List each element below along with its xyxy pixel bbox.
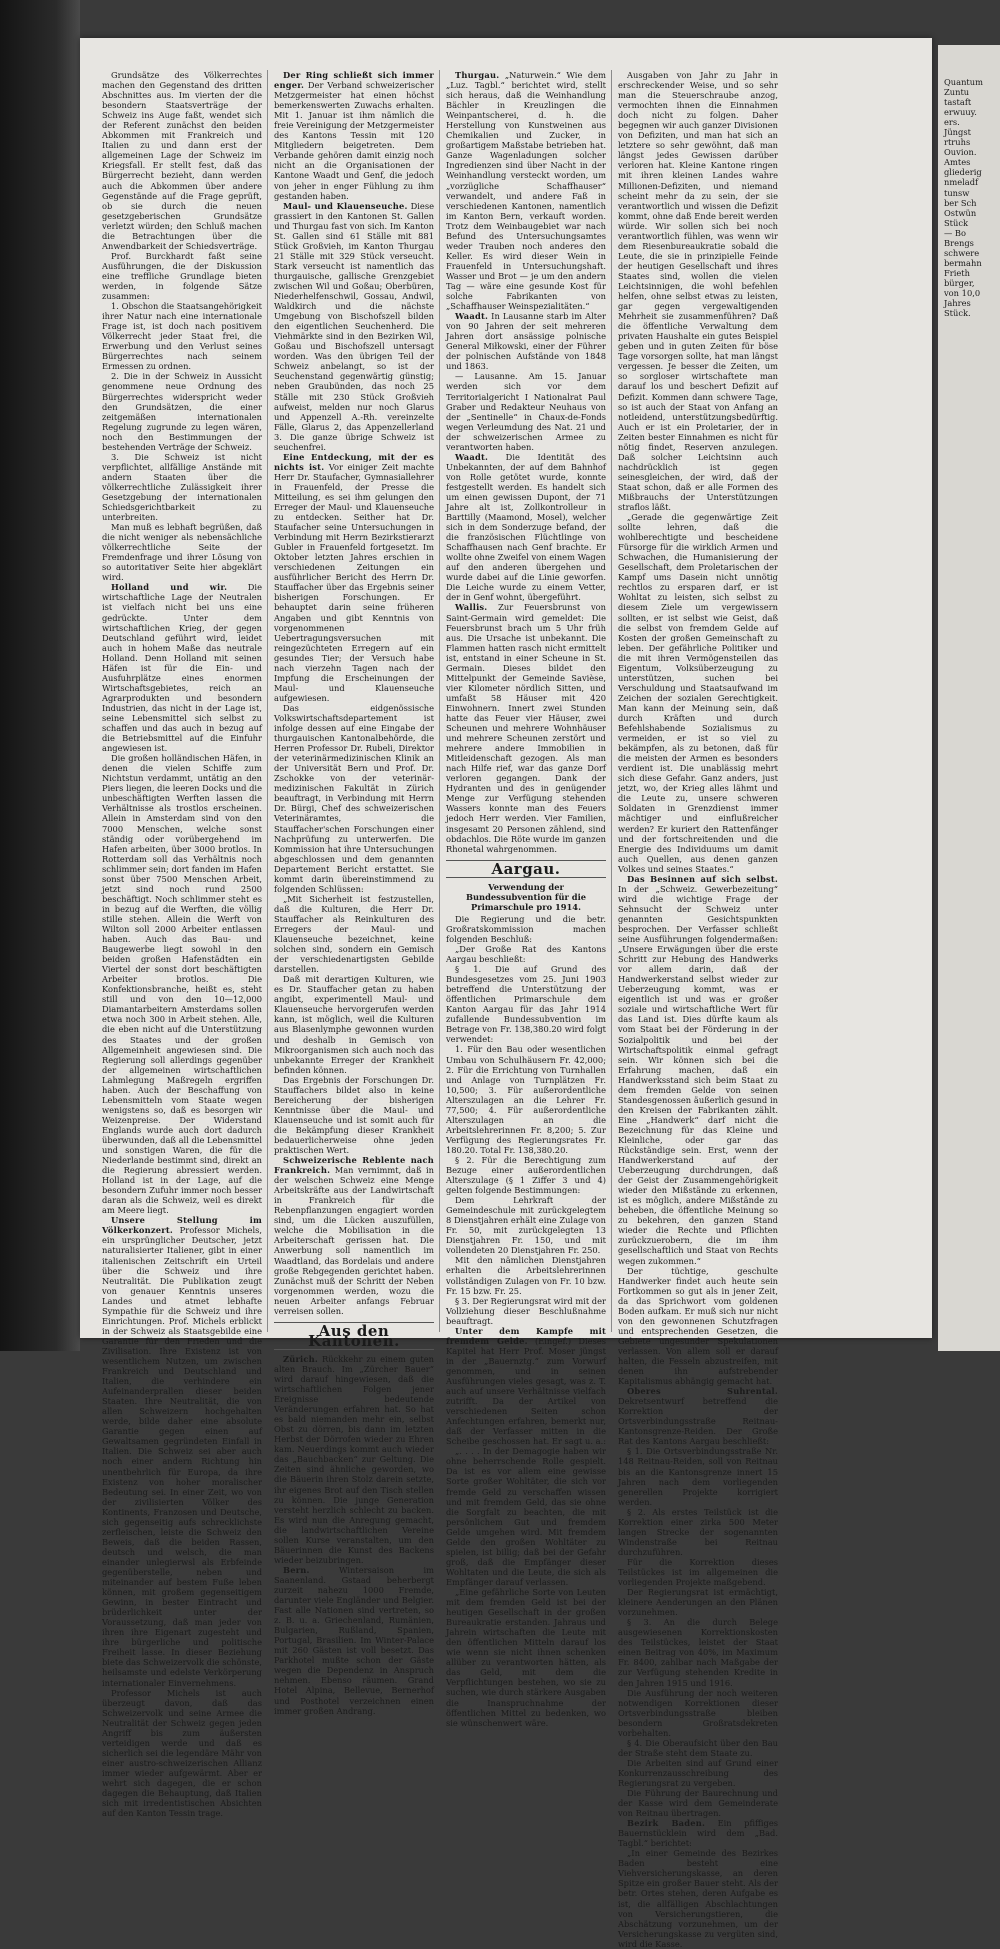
adjacent-page-line: tastaft <box>944 97 972 108</box>
article-paragraph-with-heading <box>274 452 434 703</box>
adjacent-page-line: tunsw <box>944 187 970 198</box>
article-headline: Unter dem Kampfe mit fremdem Gelde. <box>446 1325 606 1346</box>
article-paragraph <box>446 1044 606 1155</box>
article-headline: Bezirk Baden. <box>627 1818 706 1829</box>
article-paragraph <box>618 512 778 874</box>
article-headline: Eine Entdeckung, mit der es nichts ist. <box>274 451 434 472</box>
article-text: Wintersaison im Saanenland. Gstaad beherbergt zurzeit nahezu 1000 Fremde, darunter viele Engländer und Belgier. Fast alle Nationen sind vertreten, so z. B. u. a. Griechenland, Rumänien, Bulgarien, Rußland, Spanien, Portugal, Brasilien. Im Winter-Palace mit 260 Gästen ist voll besetzt. Das Parkhotel mußte schon der Gäste wegen die Dependenz in Anspruch nehmen. Ebenso räumen. Grand Hotel Alpina, Bellevue, Bernerhof und Posthotel verzeichnen einen immer großen Andrang. <box>274 1564 434 1716</box>
article-paragraph-with-heading <box>274 1354 434 1565</box>
article-paragraph-with-heading <box>446 602 606 853</box>
article-paragraph <box>102 301 262 371</box>
article-text: 3. Die Schweiz ist nicht verpflichtet, allfällige Anstände mit andern Staaten über die völkerrechtliche Zulässigkeit ihrer Gesetzgebung der internationalen Schiedsgerichtbarkeit zu unterbreiten. <box>102 451 262 523</box>
article-text: Professor Michels, ein ursprünglicher Deutscher, jetzt naturalisierter Italiener, gibt in einer italienischen Zeitschrift ein Urteil über die Schweiz und ihre Neutralität. Die Publikation zeugt von genauer Kenntnis unseres Landes und atmet lebhafte Sympathie für die Schweiz und ihre Einrichtungen. Prof. Michels erblickt in der Schweiz als Staatsgebilde eine Garantie für den Frieden und die Zivilisation. Ihre Existenz ist von wesentlichem Nutzen, um zwischen Frankreich und Deutschland und Italien, die verhindere ein Aufeinanderprallen dieser beiden Staaten. Ihre Neutralität, die von allen Schweizern hochgehalten werde, bilde daher eine absolute Garantie gegen einen auf Gewaltsamen gegründeten Einfall in Italien. Die Schweiz sei aber auch noch einer andern Richtung hin unentbehrlich für Europa, da ihre Existenz von hoher moralischer Bedeutung sei. In einer Zeit, wo von der zivilisierten Völker des Kontinents, Franzosen und Deutsche, sich gegenseitig aufs schrecklichste zerfleischen, leiste die Schweiz den Beweis, daß die beiden Rassen, deutsch und welsch, die man einander unlegierwsl als Erbfeinde gegenüberstelle, neben und miteinander auf bestem Fuße leben können, mit großem gegenseitigem Gewinn, in bester Eintracht und brüderlichkeit unter der Voraussetzung, daß man jeder von ihren ihre Eigenart zugesteht und ihre bürgerliche und politische Freiheit lasse. In dieser Beziehung biete das Schweizervolk die schönste, heilsamste und edelste Verkörperung internationaler Einvernehmens. <box>102 1225 262 1688</box>
adjacent-page-line: schwere <box>944 247 980 258</box>
article-text: „Naturwein.“ Wie dem „Luz. Tagbl.“ berichtet wird, stellt sich heraus, daß die Weinhandlung Bächler in Kreuzlingen die Weinpantscherei, d. h. die Herstellung von Kunstweinen aus Chemikalien und Zucker, in großartigem Maßstabe betrieben hat. Ganze Wagenladungen solcher Ingredienzen sind über Nacht in der Weinhandlung versteckt worden, um „vorzügliche Schaffhauser“ verwandelt, und andere Faß in verschiedenen Kantonen, namentlich im Kanton Bern, verkauft worden. Trotz dem Weinbaugebiet war nach Befund des Untersuchungsamtes weder Trauben noch anderes den Keller. Es wird dieser Wein in Frauenfeld in Untersuchungshaft. Wasser und Brot — je um den andern Tag — wäre eine gesunde Kost für solche Fabrikanten von „Schaffhauser Weinspezialitäten.“ <box>446 70 606 312</box>
article-text: Rückkehr zu einem guten alten Brauch. Im „Zürcher Bauer“ wird darauf hingewiesen, daß die wirtschaftlichen Folgen jener Ereignisse bedeutende Veränderungen erfahren hat. So hat es bald niemanden mehr ein, selbst Obst zu dörren, bis dann im letzten Herbst der Dörrofen wieder zu Ehren kam. Neuerdings kommt auch wieder das „Bauchbacken“ zur Geltung. Die Zeiten sind ähnliche geworden, wo die Bäuerin ihren Stolz darein setzte, ihr eigenes Brot auf den Tisch stellen zu können. Die junge Generation versteht herzlich schlecht zu backen. Es wird nun die Anregung gemacht, die landwirtschaftlichen Vereine sollen Kurse veranstalten, um den Bäuerinnen die Kunst des Backens wieder beizubringen. <box>274 1353 434 1565</box>
article-text: Der Regierungsrat ist ermächtigt, kleinere Aenderungen an den Plänen vorzunehmen. <box>618 1587 778 1618</box>
article-paragraph <box>618 1688 778 1738</box>
adjacent-page-line: Zuntu <box>944 87 970 98</box>
column-3 <box>446 70 612 1728</box>
article-paragraph-with-heading <box>102 1215 262 1687</box>
article-text: Für die Korrektion dieses Teilstückes ist im allgemeinen die vorliegenden Projekte maßgebend. <box>618 1556 778 1588</box>
article-text: § 3. An die durch Belege ausgewiesenen Korrektionskosten des Teilstückes, leistet der Staat einen Beitrag von 40%, im Maximum Fr. 8400, zahlbar nach Maßgabe der zur Verfügung stehenden Kredite in den Jahren 1915 und 1916. <box>618 1617 778 1688</box>
article-paragraph <box>446 1255 606 1295</box>
article-text: Die Führung der Baurechnung und der Kasse wird dem Gemeinderate von Reitnau übertragen. <box>618 1788 778 1819</box>
article-text: In der „Schweiz. Gewerbezeitung“ wird die wichtige Frage der Sehnsucht der Schweiz unter genannten Gesichtspunkten besprochen. Der Verfasser schließt seine Ausführungen folgendermaßen: „Unsere Erwägungen über die erste Schritt zur Hebung des Handwerks vor allem darin, daß der Handwerkerstand selbst wieder zur Ueberzeugung kommt, was er eigentlich ist und was er großer soziale und wirtschaftliche Wert für das Land ist. Dies dürfte kaum als vom Staat bei der Förderung in der Sozialpolitik und bei der Wirtschaftspolitik einmal gefragt sein. Wir können sich bei die Erfahrung machen, daß ein Handwerksstand sich beim Staat zu dem fremden Gelde von seinen Standesgenossen äußerlich gesund in den Kreisen der Fabrikanten zählt. Eine „Handwerk“ darf nicht die Bezeichnung für das Kleine und Kleinliche, oder gar das Rückständige sein. Erst, wenn der Handwerkerstand auf der Ueberzeugung durchdrungen, daß der Geist der Zusammengehörigkeit wieder den Mißstände zu erkennen, ist es möglich, andere Mißstände zu beheben, die öffentliche Meinung so zu bekehren, den ganzen Stand wieder die Rechte und Pflichten zurückzuerobern, die im ihm gesellschaftlich und Staat von Rechts wegen zukommen.“ <box>618 883 778 1266</box>
article-text: 2. Die in der Schweiz in Aussicht genommene neue Ordnung des Bürgerrechtes widerspricht weder den Grundsätzen, die einer zeitgemäßen internationalen Regelung zugrunde zu legen wären, noch den Bestimmungen der bestehenden Verträge der Schweiz. <box>102 371 262 452</box>
article-paragraph <box>102 753 262 1215</box>
article-paragraph-with-heading <box>102 582 262 753</box>
adjacent-page-line: — Bo <box>944 227 967 238</box>
scan-shadow-edge <box>0 0 80 1351</box>
article-text: „. . . . In der Demagogie haben wir ohne beherrschende Rolle gespielt. Da ist es vor allem eine gewisse Sorte großer Wohltäter, die sich vor fremde Geld zu verschaffen wissen und mit fremdem Geld, das sie ohne die Sorgfalt zu beachten, die mit persönlichem Gut und fremdem Gelde umgehen wird. Mit fremdem Gelde den großen Wohltäter zu spielen, ist billig; daß bei der Gefahr groß, daß die Empfänger dieser Wohltaten und die Leute, die sich als Empfänger darauf verlassen. <box>446 1446 606 1587</box>
adjacent-page-text <box>938 45 1000 318</box>
article-paragraph <box>446 1296 606 1326</box>
article-text: Mit den nämlichen Dienstjahren erhalten die Arbeitslehrerinnen vollständigen Zulagen von Fr. 10 bzw. Fr. 15 bzw. Fr. 25. <box>446 1255 606 1296</box>
article-paragraph <box>618 1507 778 1557</box>
article-paragraph <box>618 1446 778 1506</box>
article-headline: Unsere Stellung im Völkerkonzert. <box>102 1215 262 1236</box>
article-text: Der Verband schweizerischer Metzgermeister hat einen höchst bemerkenswerten Zuwachs erhalten. Mit 1. Januar ist ihm nämlich die freie Vereinigung der Metzgermeister des Kantons Tessin mit 120 Mitgliedern beigetreten. Dem Verbande gehören damit einzig noch nicht an die Organisationen der Kantone Waadt und Genf, die jedoch von jeher in enger Fühlung zu ihm gestanden haben. <box>274 80 434 201</box>
article-text: Die Regierung und die betr. Großratskommission machen folgenden Beschluß: <box>446 913 606 944</box>
article-paragraph <box>102 371 262 451</box>
section-heading: Aargau. <box>446 860 606 878</box>
article-text: Die Arbeiten sind auf Grund einer Konkurrenzausschreibung des Regierungsrat zu vergeben. <box>618 1757 778 1788</box>
article-paragraph-with-heading <box>274 1155 434 1316</box>
adjacent-page-line: Amtes <box>944 157 971 168</box>
adjacent-page-line: Ostwün <box>944 207 977 218</box>
article-paragraph <box>274 974 434 1074</box>
adjacent-page-line: rtruhs <box>944 137 971 148</box>
article-paragraph <box>618 1758 778 1788</box>
article-text: In Lausanne starb im Alter von 90 Jahren der seit mehreren Jahren dort ansässige polnische General Miłkowski, einer der Führer der polnischen Aufstände von 1848 und 1863. <box>446 311 606 372</box>
article-text: Man vernimmt, daß in der welschen Schweiz eine Menge Arbeitskräfte aus der Landwirtschaft in Frankreich für die Rebenpflanzungen engagiert worden sind, um die Lücken auszufüllen, welche die Mobilisation in die Arbeiterschaft gerissen hat. Die Anwerbung soll namentlich im Waadtland, das Bordelais und andere große Rebgegenden gerichtet haben. Zunächst muß der Schritt der Neben vorgenommen werden, wozu die neuen Arbeiter anfangs Februar verreisen sollen. <box>274 1165 434 1316</box>
article-text: § 2. Als erstes Teilstück ist die Korrektion einer zirka 500 Meter langen Strecke der sogenannten Windenstraße bei Reitnau durchzuführen. <box>618 1506 778 1557</box>
article-paragraph <box>618 70 778 512</box>
article-headline: Holland und wir. <box>111 582 228 593</box>
article-text: Ausgaben von Jahr zu Jahr in erschreckender Weise, und so sehr man die Steuerschraube anzog, vermochten ihnen die Einnahmen doch nicht zu folgen. Daher begegnen wir auch ganzer Divisionen von Defiziten, und man hat sich an letztere so sehr gewöhnt, daß man längst jedes Gewissen darüber verloren hat. Kleine Kantone ringen mit ihren kleinen Landes wahre Millionen-Defiziten, und niemand scheint mehr da zu sein, der sie verantwortlich und wissen die Defizit kommt, ohne daß Ende bereit werden würde. Wir sollen sich bei noch verantwortlich fühlen, was wenn wir dem Riesenbureaukratie sobald die Leute, die sie in prinzipielle Feinde der heutigen Gesellschaft und ihres Staates sind, wollen die vielen Leichtsinnigen, die wohl befehlen helfen, ohne selbst etwas zu leisten, gar gegen vergewaltigenden Mehrheit sie zusammenführen? Daß die öffentliche Verwaltung dem privaten Haushalte ein gutes Beispiel geben und in guten Zeiten für böse Tage vorsorgen sollte, hat man längst vergessen. Je besser die Zeiten, um so sorgloser wirtschaftete man darauf los und beschert Defizit auf Defizit. Kommen dann schwere Tage, so ist auch der Staat von Anfang an notleidend, unterstützungsbedürftig. Auch er ist ein Proletarier, der in Zeiten bester Einnahmen es nicht für nötig findet, Reserven anzulegen. Daß solcher Leichtsinn auch nachdrücklich ist gegen seinesgleichen, der wird, daß der Staat schon, daß er alle Formen des Mißbrauchs der Unterstützungen straflos läßt. <box>618 70 778 513</box>
article-text: Prof. Burckhardt faßt seine Ausführungen, die der Diskussion eine treffliche Grundlage bieten werden, in folgende Sätze zusammen: <box>102 250 262 302</box>
article-text: Dekretsentwurf betreffend die Korrektion der Ortsverbindungsstraße Reitnau-Kantonsgrenze-Reiden. Der Große Rat des Kantons Aargau beschließt: <box>618 1396 778 1447</box>
adjacent-page-line: nmeladf <box>944 177 979 188</box>
article-paragraph <box>102 70 262 251</box>
article-paragraph <box>446 1446 606 1587</box>
article-text: „Mit Sicherheit ist festzustellen, daß die Kulturen, die Herr Dr. Stauffacher als Reinkulturen des Erregers der Maul- und Klauenseuche bezeichnet, keine solchen sind, sondern ein Gemisch der verschiedenartigsten Gebilde darstellen. <box>274 893 434 975</box>
article-headline: Schweizerische Reblente nach Frankreich. <box>274 1155 434 1176</box>
article-headline: Das Besinnen auf sich selbst. <box>627 873 778 884</box>
article-text: „In einer Gemeinde des Bezirkes Baden besteht eine Viehversicherungskasse, an deren Spitze ein großer Bauer steht. Als der betr. Ortes stehen, deren Aufgabe es ist, die allfälligen Abschlachtungen von Versicherungstieren, die Abschätzung vorzunehmen, um der Versicherungskasse zu vergüten sind, wird die Kasse. <box>618 1848 778 1949</box>
article-text: „Gerade die gegenwärtige Zeit sollte lehren, daß die wohlberechtigte und bescheidene Fürsorge für die wirklich Armen und Schwachen, die Humanisierung der Gesellschaft, dem Proletarischen der Kampf ums Dasein nicht unnötig rechtlos zu ersparen darf, er ist Wohltat zu leisten, sich selbst zu diesem Ziele um vergewissern sollten, er ist selbst wie Geist, daß die selbst von fremdem Gelde auf Kosten der großen Gemeinschaft zu leben. Der gefährliche Politiker und die mit ihren Vermögensteilen das Eigentum, Volksüberzeugung zu unterstützen, suchen bei Verschuldung und Staatsaufwand im Zeichen der sozialen Gerechtigkeit. Man kann der Meinung sein, daß durch Kräften und durch Befehlshabende Sozialismus zu vermeiden, er ist so viel zu bekämpfen, als zu betonen, daß für die meisten der Armen es besonders verdient ist. Die unablässig mehrt sich diese Gefahr. Ganz anders, just jetzt, wo, der Krieg alles lähmt und die Leute zu, unsere schweren Soldaten in Grenzdienst immer mächtiger und einflußreicher werden? Er kuriert den Rattenfänger und der fortschreitenden und die Energie des Individuums um damit auch Quellen, aus denen ganzen Volkes und seines Staates.“ <box>618 512 778 874</box>
article-paragraph <box>446 1587 606 1728</box>
article-text: (Eingef.) Dieses Kapitel hat Herr Prof. Moser jüngst in der „Bauernztg.“ zum Vorwurf genommen, und in seinen Ausführungen vieles gesagt, was z. T. auch auf unsere Verhältnisse vielfach zutrifft. Da der Artikel von verschiedenen Seiten schon Anfechtungen erfahren, bemerkt nur, daß der Verfasser mitten in die Scheibe geschossen hat. Er sagt u. a.: <box>446 1335 607 1447</box>
article-columns <box>102 70 922 1949</box>
adjacent-page-line: Stück. <box>944 308 971 319</box>
article-text: Die wirtschaftliche Lage der Neutralen ist vielfach nicht bei uns eine gedrückte. Unter dem wirtschaftlichen Krieg, der gegen Deutschland geführt wird, leidet auch in hohem Maße das neutrale Holland. Denn Holland mit seinen Häfen ist für die Ein- und Ausfuhrplätze eines enormen Wirtschaftsgebietes, reich an Agrarprodukten und besondern Industrien, das nicht in der Lage ist, seine Lebensmittel sich selbst zu schaffen und das auch in bezug auf die Betriebsmittel auf die Einfuhr angewiesen ist. <box>102 582 262 754</box>
article-text: Ein pfiffiges Bauernstücklein wird dem „Bad. Tagbl.“ berichtet: <box>618 1818 779 1849</box>
article-paragraph <box>618 1617 778 1687</box>
article-paragraph-with-heading <box>274 1565 434 1716</box>
article-headline: Der Ring schließt sich immer enger. <box>274 70 434 91</box>
article-headline: Waadt. <box>455 311 489 322</box>
article-paragraph <box>446 964 606 1044</box>
article-paragraph-with-heading <box>274 201 434 452</box>
adjacent-page-line: gliederig <box>944 167 982 178</box>
article-paragraph <box>446 1195 606 1255</box>
article-headline: Waadt. <box>455 451 489 462</box>
article-text: Vor einiger Zeit machte Herr Dr. Staufacher, Gymnasiallehrer in Frauenfeld, der Presse die Mitteilung, es sei ihm gelungen den Erreger der Maul- und Klauenseuche zu entdecken. Seither hat Dr. Staufacher seine Untersuchungen in Verbindung mit Herrn Bezirkstierarzt Gubler in Frauenfeld fortgesetzt. Im Oktober letzten Jahres erschien in verschiedenen Zeitungen ein ausführlicher Bericht des Herrn Dr. Stauffacher über das Ergebnis seiner bisherigen Forschungen. Er behauptet darin seine früheren Angaben und gibt Kenntnis von vorgenommenen Uebertragungsversuchen mit reingezüchteten Erregern auf ein gesundes Tier; der Versuch habe nach vierzehn Tagen nach der Impfung die Erscheinungen der Maul- und Klauenseuche aufgewiesen. <box>274 461 435 703</box>
article-paragraph <box>618 1788 778 1818</box>
adjacent-page-line: Jüngst <box>944 127 971 138</box>
article-text: Daß mit derartigen Kulturen, wie es Dr. Stauffacher getan zu haben angibt, experimentell Maul- und Klauenseuche hervorgerufen werden kann, ist möglich, weil die Kulturen aus Blasenlymphe gewonnen wurden und deshalb in Gemisch von Mikroorganismen sich auch noch das unbekannte Erreger der Krankheit befinden können. <box>274 974 434 1075</box>
article-text: 1. Für den Bau oder wesentlichen Umbau von Schulhäusern Fr. 42,000; 2. Für die Errichtung von Turnhallen und Anlage von Turnplätzen Fr. 10,500; 3. Für außerordentliche Alterszulagen an die Lehrer Fr. 77,500; 4. Für außerordentliche Alterszulagen an die Arbeitslehrerinnen Fr. 8,200; 5. Zur Verfügung des Regierungsrates Fr. 180.20. Total Fr. 138,380.20. <box>446 1044 606 1155</box>
article-text: § 2. Für die Berechtigung zum Bezuge einer außerordentlichen Alterszulage (§ 1 Ziffer 3 und 4) gelten folgende Bestimmungen: <box>446 1154 606 1196</box>
column-2 <box>274 70 440 1716</box>
article-paragraph-with-heading <box>618 1386 778 1446</box>
article-headline: Maul- und Klauenseuche. <box>283 200 408 211</box>
article-text: Das Ergebnis der Forschungen Dr. Stauffachers bildet also in keine Bereicherung der bisherigen Kenntnisse über die Maul- und Klauenseuche und ist somit auch für die Bekämpfung dieser Krankheit bedauerlicherweise ohne jeden praktischen Wert. <box>274 1074 434 1156</box>
article-subheading: Verwendung der Bundessubvention für die Primarschule pro 1914. <box>466 881 586 912</box>
article-paragraph-with-heading <box>446 452 606 603</box>
article-text: 1. Obschon die Staatsangehörigkeit ihrer Natur nach eine internationale Frage ist, ist doch nach positivem Völkerrecht jeder Staat frei, die Erwerbung und den Verlust seines Bürgerrechtes nach seinem Ermessen zu ordnen. <box>102 301 262 372</box>
article-headline: Oberes Suhrental. <box>627 1386 778 1397</box>
adjacent-page-line: bermahn <box>944 257 982 268</box>
article-text: „Eine gefährliche Sorte von Leuten mit dem fremden Geld ist bei der heutigen Gesellschaft in der großen Bureaukratie erstanden. Jahraus und Jahrein wirtschaften die Leute mit den öffentlichen Mitteln darauf los wie wenn sie nicht ihnen schenken allüber zu verantworten hätten, als das Geld, mit dem die Verpflichtungen bestehen, wo sie zu suchen, wie durch stärkere Ausgaben die Inanspruchnahme der öffentlichen Mittel zu bedenken, wo sie wünschenwert wäre. <box>446 1586 606 1728</box>
article-text: Diese grassiert in den Kantonen St. Gallen und Thurgau fast von sich. Im Kanton St. Gallen sind 61 Ställe mit 881 Stück Großvieh, im Kanton Thurgau 21 Ställe mit 329 Stück verseucht. Stark verseucht ist namentlich das thurgauische, gallische Grenzgebiet zwischen Wil und Goßau; Oberbüren, Niederhelfenschwil, Gossau, Andwil, Waldkirch und die nächste Umgebung von Bischofszell bilden den eigentlichen Seuchenherd. Die Viehmärkte sind in den Bezirken Wil, Goßau und Bischofszell untersagt worden. Was den übrigen Teil der Schweiz anbelangt, so ist der Seuchenstand gegenwärtig günstig; neben Graubünden, das noch 25 Ställe mit 230 Stück Großvieh aufweist, melden nur noch Glarus und Appenzell A.-Rh. vereinzelte Fälle, Glarus 2, das Appenzellerland 3. Die ganze übrige Schweiz ist seuchenfrei. <box>274 200 434 452</box>
article-paragraph-with-heading <box>446 1326 606 1447</box>
adjacent-page-line: Brengs <box>944 237 974 248</box>
article-text: Der tüchtige, geschulte Handwerker findet auch heute sein Fortkommen so gut als in jener Zeit, da das Sprichwort vom goldenen Boden aufkam. Er muß sich nur nicht von den gewonnenen Schutzfragen und entsprechenden Gesetzen, die Gebiete ungesunder Spekulationen verlassen. Von allem soll er darauf halten, die Fesseln abzustreifen, mit denen ihn aufstrebender Kapitalismus abhängig gemacht hat. <box>618 1265 778 1387</box>
adjacent-page-line: ber Sch <box>944 197 977 208</box>
adjacent-page-fragment <box>938 45 1000 1351</box>
article-headline: Wallis. <box>455 602 488 613</box>
article-text: Dem Lehrkraft der Gemeindeschule mit zurückgelegtem 8 Dienstjahren erhält eine Zulage von Fr. 50, mit zurückgelegten 13 Dienstjahren Fr. 150, und mit vollendeten 20 Dienstjahren Fr. 250. <box>446 1195 606 1256</box>
article-text: Die großen holländischen Häfen, in denen die vielen Schiffe zum Nichtstun verdammt, untätig an den Piers liegen, die leeren Docks und die unbeschäftigten Werften lassen die Verhältnisse als trostlos erscheinen. Allein in Amsterdam sind von den 7000 Menschen, welche sonst ständig oder vorübergehend im Hafen arbeiten, über 3000 brotlos. In Rotterdam soll das Verhältnis noch schlimmer sein; dort fanden im Hafen sonst über 7500 Menschen Arbeit, jetzt sind noch rund 2500 beschäftigt. Noch schlimmer steht es in bezug auf die Werften, die völlig stille stehen. Allein die Werft von Wilton soll 2000 Arbeiter entlassen haben. Auch das Bau- und Baugewerbe liegt sowohl in den beiden großen Hafenstädten ein Viertel der sonst dort beschäftigten Arbeiter brotlos. Die Konfektionsbranche, heißt es, steht still und von den 10—12,000 Diamantarbeitern Amsterdams sollen etwa noch 300 in Arbeit stehen. Alle, die eben nicht auf die Unterstützung des Staates und der großen Allgemeinheit angewiesen sind. Die Regierung soll allerdings gegenüber der allgemeinen wirtschaftlichen Lahmlegung Maßregeln ergriffen haben. Auch der Beschaffung von Lebensmitteln vom Staate wegen wenigstens so, daß es besorgen wir Weizenpreise. Der Widerstand Englands wurde auch dort dadurch überwunden, daß all die Lebensmittel und sonstigen Waren, die für die Niederlande bestimmt sind, direkt an die Regierung abressiert werden. Holland ist in der Lage, auf die besondern Zufuhr immer noch besser daran als die Schweiz, weil es direkt am Meere liegt. <box>102 753 262 1216</box>
adjacent-page-line: ers. <box>944 117 960 128</box>
adjacent-page-line: Jahres <box>944 298 971 309</box>
article-paragraph <box>102 522 262 582</box>
article-paragraph <box>102 1688 262 1819</box>
adjacent-page-line: Stück <box>944 217 969 228</box>
article-text: — Lausanne. Am 15. Januar werden sich vor dem Territorialgericht I Nationalrat Paul Graber und Redakteur Neuhaus von der „Sentinelle“ in Chaux-de-Fonds wegen Verleumdung des Nat. 21 und der schweizerischen Armee zu verantworten haben. <box>446 371 606 452</box>
article-paragraph-with-heading <box>446 70 606 311</box>
article-paragraph-with-heading <box>618 874 778 1266</box>
article-headline: Thurgau. <box>455 70 500 80</box>
article-headline: Zürich. <box>283 1353 318 1364</box>
column-4 <box>618 70 783 1949</box>
article-text: Die Identität des Unbekannten, der auf dem Bahnhof von Rolle getötet wurde, konnte festgestellt werden. Es handelt sich um einen gewissen Dupont, der 71 Jahre alt ist, Zollkontrolleur in Barttilly (Maamond, Mosel), welcher sich in dem Sonderzuge befand, der die französischen Flüchtlinge von Schaffhausen nach Genf brachte. Er wollte ohne Zweifel von einem Wagen auf den anderen übergehen und wurde dabei auf die Linie geworfen. Die Leiche wurde zu einem Vetter, der in Genf wohnt, übergeführt. <box>446 451 606 603</box>
article-paragraph <box>446 371 606 451</box>
article-paragraph-with-heading <box>274 70 434 201</box>
article-paragraph <box>274 1075 434 1155</box>
adjacent-page-line: bürger, <box>944 277 975 288</box>
column-1 <box>102 70 268 1819</box>
article-paragraph <box>446 1155 606 1195</box>
article-paragraph <box>102 452 262 522</box>
article-headline: Bern. <box>283 1564 310 1575</box>
article-text: Die Ausführung der noch weiteren notwendigen Korrektionen dieser Ortsverbindungsstraße bleiben besondern Großratsdekreten vorbehalten. <box>618 1687 778 1738</box>
article-text: § 1. Die Ortsverbindungsstraße Nr. 148 Reitnau-Reiden, soll von Reitnau bis an die Kantonsgrenze innert 15 Jahren nach dem vorliegenden generellen Projekte korrigiert werden. <box>618 1446 778 1507</box>
adjacent-page-line: Quantum <box>944 77 983 87</box>
newspaper-page <box>80 38 932 1949</box>
adjacent-page-line: erwuuy. <box>944 107 977 118</box>
adjacent-page-line: Frieth <box>944 267 970 278</box>
article-text: Zur Feuersbrunst von Saint-Germain wird gemeldet: Die Feuersbrunst brach um 5 Uhr früh aus. Die Ursache ist unbekannt. Die Flammen hatten rasch nicht ermittelt ist, entstand in einer Scheune in St. Germain. Dieses bildet den Mittelpunkt der Gemeinde Savièse, vier Kilometer nördlich Sitten, und umfaßt 58 Häuser mit 420 Einwohnern. Innert zwei Stunden hatte das Feuer vier Häuser, zwei Scheunen und mehrere Wohnhäuser und mehrere Scheunen zerstört und mehrere andere Immobilien in Mitleidenschaft gezogen. Als man nach Hilfe rief, war das ganze Dorf verloren gegangen. Dank der Hydranten und des in genügender Menge zur Verfügung stehenden Wassers konnte man des Feuers jedoch Herr werden. Vier Familien, insgesamt 20 Personen zählend, sind obdachlos. Die Röte wurde im ganzen Rhonetal wahrgenommen. <box>446 602 606 854</box>
article-paragraph <box>446 914 606 944</box>
article-text: „Der Große Rat des Kantons Aargau beschließt: <box>446 943 606 965</box>
article-paragraph <box>618 1557 778 1587</box>
article-paragraph <box>446 944 606 964</box>
article-text: Professor Michels ist auch überzeugt davon, daß das Schweizervolk und seine Armee die Neutralität der Schweiz gegen jeden Angriff bis zum äußersten verteidigen werde und daß es sicherlich sei die legendäre Mähr von einer austro-schweizerischen Allianz immer wieder aufgewärmt. Aber er wehrt sich dagegen, die er schon dagegen die Behauptung, daß Italien sich mit irredentistischen Absichten auf den Kanton Tessin trage. <box>102 1687 262 1819</box>
article-text: § 1. Die auf Grund des Bundesgesetzes vom 25. Juni 1903 betreffend die Unterstützung der öffentlichen Primarschule dem Kanton Aargau für das Jahr 1914 zufallende Bundessubvention im Betrage von Fr. 138,380.20 wird folgt verwendet: <box>446 964 606 1045</box>
article-paragraph-with-heading <box>446 311 606 371</box>
article-paragraph <box>618 1738 778 1758</box>
article-text: Das eidgenössische Volkswirtschaftsdepartement ist infolge dessen auf eine Eingabe der thurgauischen Kantonalbehörde, die Herren Professor Dr. Rubeli, Direktor der veterinärmedizinischen Klinik an der Universität Bern und Prof. Dr. Zschokke von der veterinär-medizinischen Fakultät in Zürich beauftragt, in Verbindung mit Herrn Dr. Bürgi, Chef des schweizerischen Veterinäramtes, die Stauffacher'schen Forschungen einer Nachprüfung zu unterwerfen. Die Kommission hat ihre Untersuchungen abgeschlossen und dem genannten Departement Bericht erstattet. Sie kommt darin übereinstimmend zu folgenden Schlüssen: <box>274 702 434 894</box>
article-paragraph <box>618 1848 778 1948</box>
article-text: § 3. Der Regierungsrat wird mit der Vollziehung dieser Beschlußnahme beauftragt. <box>446 1295 606 1326</box>
section-heading: Aus den Kantonen. <box>274 1322 434 1350</box>
adjacent-page-line: Ouvion. <box>944 147 977 158</box>
article-text: § 4. Die Oberaufsicht über den Bau der Straße steht dem Staate zu. <box>618 1737 778 1758</box>
article-paragraph <box>274 894 434 974</box>
article-text: Grundsätze des Völkerrechtes machen den Gegenstand des dritten Abschnittes aus. Im vierten der die besondern Staatsverträge der Schweiz ins Auge faßt, wendet sich der Referent zunächst den beiden Abkommen mit Frankreich und Italien zu und dann erst der allgemeinen Lage der Schweiz im Kriegsfall. Er stellt fest, daß das Bürgerrecht bezieht, dann werden auch die Abkommen über andere Gegenstände auf die Frage geprüft, ob sie durch die neuen gesetzgeberischen Grundsätze verletzt würden; den Schluß machen die Betrachtungen über die Anwendbarkeit der Schiedsverträge. <box>102 70 262 251</box>
article-paragraph <box>618 1266 778 1387</box>
adjacent-page-line: von 10,0 <box>944 287 981 298</box>
article-paragraph <box>618 1587 778 1617</box>
article-paragraph <box>102 251 262 301</box>
article-paragraph-with-heading <box>618 1818 778 1848</box>
article-text: Man muß es lebhaft begrüßen, daß die nicht weniger als nebensächliche völkerrechtliche Seite der Fremdenfrage und ihrer Lösung von so autoritativer Seite hier abgeklärt wird. <box>102 522 262 583</box>
article-paragraph <box>274 703 434 894</box>
